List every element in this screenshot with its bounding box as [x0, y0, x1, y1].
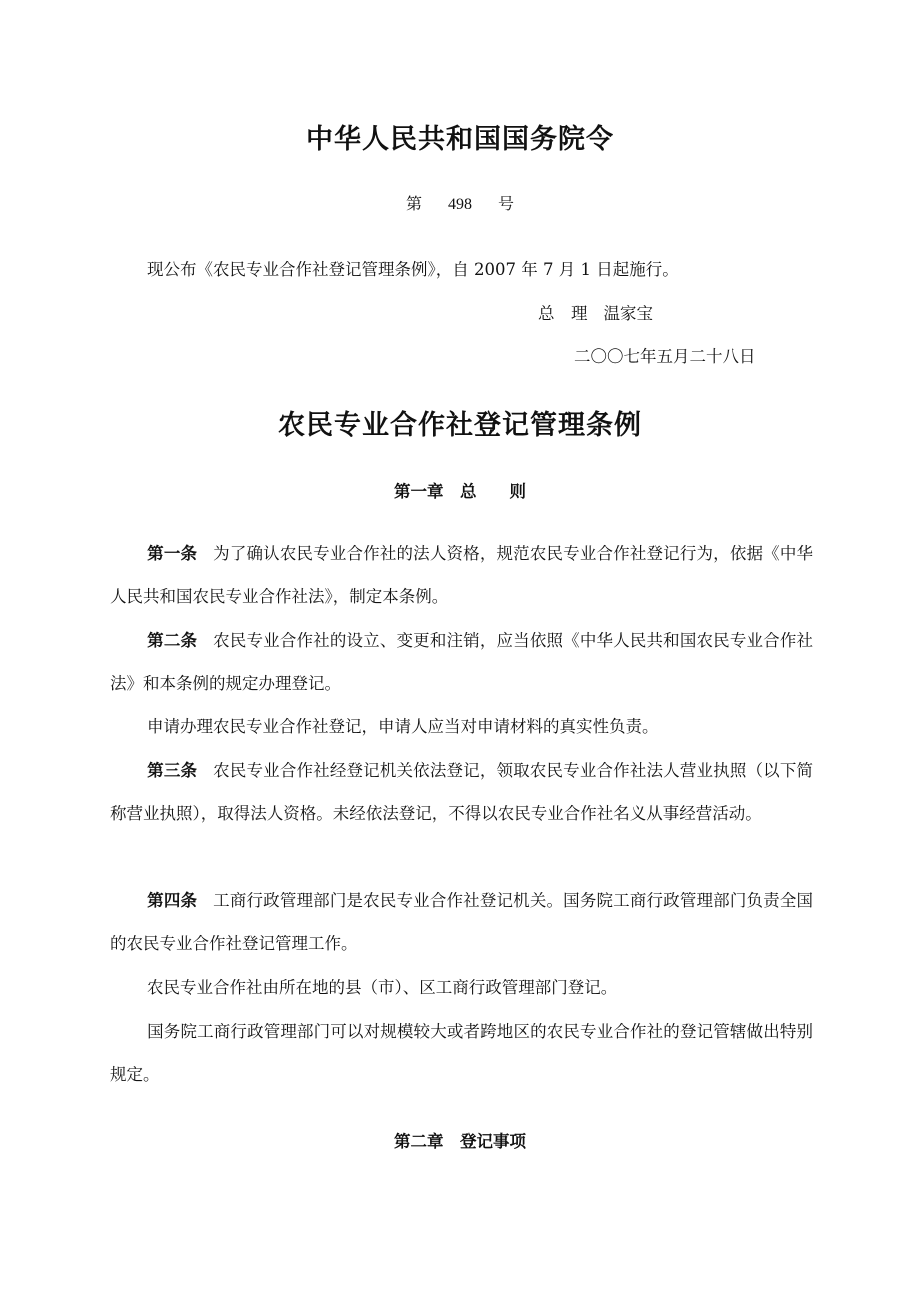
article-4-paragraph-3 — [110, 1010, 813, 1096]
article-4 — [110, 879, 813, 965]
article-2-paragraph-2-text: 申请办理农民专业合作社登记，申请人应当对申请材料的真实性负责。 — [147, 717, 659, 736]
article-2-paragraph-2 — [110, 705, 813, 748]
article-2 — [110, 619, 813, 705]
article-3-text: 农民专业合作社经登记机关依法登记，领取农民专业合作社法人营业执照（以下简称营业执照），取得法人资格。未经依法登记，不得以农民专业合作社名义从事经营活动。 — [110, 761, 814, 823]
chapter-one-heading: 第一章 总 则 — [394, 482, 526, 501]
decree-announcement: 现公布《农民专业合作社登记管理条例》，自 2007 年 7 月 1 日起施行。 — [147, 260, 679, 279]
article-1 — [110, 532, 813, 618]
article-1-text: 为了确认农民专业合作社的法人资格，规范农民专业合作社登记行为，依据《中华人民共和国农民专业合作社法》，制定本条例。 — [110, 544, 814, 606]
article-3 — [110, 749, 813, 835]
decree-number — [0, 191, 920, 214]
decree-number-suffix: 号 — [498, 194, 515, 213]
article-4-heading: 第四条 — [147, 891, 198, 910]
decree-number-value: 498 — [448, 196, 472, 213]
article-4-paragraph-2 — [110, 966, 813, 1009]
signer-name: 温家宝 — [603, 304, 653, 323]
article-2-text: 农民专业合作社的设立、变更和注销，应当依照《中华人民共和国农民专业合作社法》和本条例的规定办理登记。 — [110, 631, 814, 693]
article-4-paragraph-2-text: 农民专业合作社由所在地的县（市）、区工商行政管理部门登记。 — [147, 978, 618, 997]
article-2-heading: 第二条 — [147, 631, 198, 650]
article-4-text: 工商行政管理部门是农民专业合作社登记机关。国务院工商行政管理部门负责全国的农民专业合作社登记管理工作。 — [110, 891, 814, 953]
regulation-title: 农民专业合作社登记管理条例 — [278, 410, 642, 441]
chapter-two-heading: 第二章 登记事项 — [394, 1132, 526, 1151]
article-1-heading: 第一条 — [147, 544, 198, 563]
decree-title: 中华人民共和国国务院令 — [306, 124, 614, 155]
article-4-paragraph-3-text: 国务院工商行政管理部门可以对规模较大或者跨地区的农民专业合作社的登记管辖做出特别规定。 — [110, 1022, 813, 1084]
decree-date: 二〇〇七年五月二十八日 — [574, 347, 756, 366]
decree-number-prefix: 第 — [405, 194, 422, 213]
article-3-heading: 第三条 — [147, 761, 198, 780]
decree-signature — [538, 300, 653, 324]
signer-title: 总 理 — [538, 304, 588, 323]
